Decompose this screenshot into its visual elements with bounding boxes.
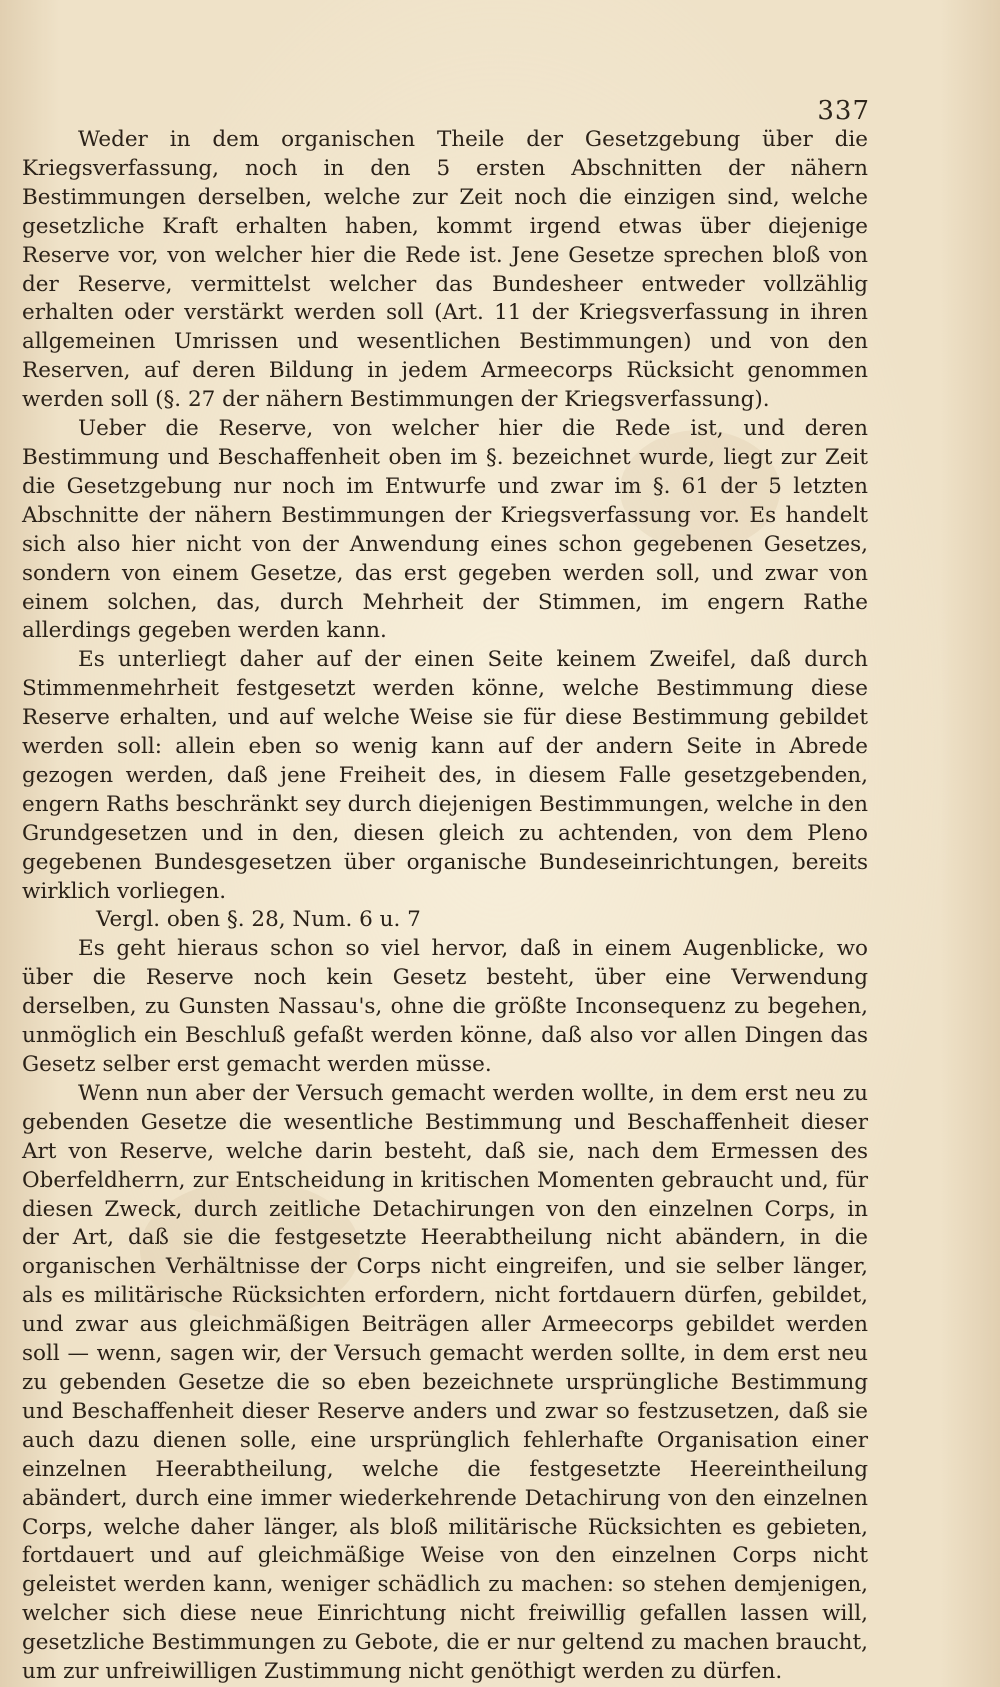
paragraph: Es geht hieraus schon so viel hervor, daß in einem Augenblicke, wo über die Reserve noch kein Gesetz besteht, über eine Verwendung derselben, zu Gunsten Nassau's, ohne die größte Inconsequenz zu begehen, unmöglich ein Beschluß gefaßt werden könne, daß also vor allen Dingen das Gesetz selber erst gemacht werden müsse. xyxy=(22,936,868,1077)
paragraph: Ueber die Reserve, von welcher hier die Rede ist, und deren Bestimmung und Beschaffenheit oben im §. bezeichnet wurde, liegt zur Zeit die Gesetzgebung nur noch im Entwurfe und zwar im §. 61 der 5 letzten Abschnitte der nähern Bestimmungen der Kriegsverfassung vor. Es handelt sich also hier nicht von der Anwendung eines schon gegebenen Gesetzes, sondern von einem Gesetze, das erst gegeben werden soll, und zwar von einem solchen, das, durch Mehrheit der Stimmen, im engern Rathe allerdings gegeben werden kann. xyxy=(22,416,868,644)
paragraph: Wenn nun aber der Versuch gemacht werden wollte, in dem erst neu zu gebenden Gesetze die wesentliche Bestimmung und Beschaffenheit dieser Art von Reserve, welche darin besteht, daß sie, nach dem Ermessen des Oberfeldherrn, zur Entscheidung in kritischen Momenten gebraucht und, für diesen Zweck, durch zeitliche Detachirungen von den einzelnen Corps, in der Art, daß sie die festgesetzte Heerabtheilung nicht abändern, in die organischen Verhältnisse der Corps nicht eingreifen, und sie selber länger, als es militärische Rücksichten erfordern, nicht fortdauern dürfen, gebildet, und zwar aus gleichmäßigen Beiträgen aller Armeecorps gebildet werden soll — wenn, sagen wir, der Versuch gemacht werden sollte, in dem erst neu zu gebenden Gesetze die so eben bezeichnete ursprüngliche Bestimmung und Beschaffenheit dieser Reserve anders und zwar so festzusetzen, daß sie auch dazu dienen solle, eine ursprünglich fehlerhafte Organisation einer einzelnen Heerabtheilung, welche die festgesetzte Heereintheilung abändert, durch eine immer wiederkehrende Detachirung von den einzelnen Corps, welche daher länger, als bloß militärische Rücksichten es gebieten, fortdauert und auf gleichmäßige Weise von den einzelnen Corps nicht geleistet werden kann, weniger schädlich zu machen: so stehen demjenigen, welcher sich diese neue Einrichtung nicht freiwillig gefallen lassen will, gesetzliche Bestimmungen zu Gebote, die er nur geltend zu machen braucht, um zur unfreiwilligen Zustimmung nicht genöthigt werden zu dürfen. xyxy=(22,1080,868,1685)
paragraph: Es unterliegt daher auf der einen Seite keinem Zweifel, daß durch Stimmenmehrheit festgesetzt werden könne, welche Bestimmung diese Reserve erhalten, und auf welche Weise sie für diese Bestimmung gebildet werden soll: allein eben so wenig kann auf der andern Seite in Abrede gezogen werden, daß jene Freiheit des, in diesem Falle gesetzgebenden, engern Raths beschränkt sey durch diejenigen Bestimmungen, welche in den Grundgesetzen und in den, diesen gleich zu achtenden, von dem Pleno gegebenen Bundesgesetzen über organische Bundeseinrichtungen, bereits wirklich vorliegen. xyxy=(22,647,868,904)
cross-reference: Vergl. oben §. 28, Num. 6 u. 7 xyxy=(96,907,421,933)
page-number: 337 xyxy=(817,96,870,126)
paragraph: Weder in dem organischen Theile der Gesetzgebung über die Kriegsverfassung, noch in den 5 ersten Abschnitten der nähern Bestimmungen derselben, welche zur Zeit noch die einzigen sind, welche gesetzliche Kraft erhalten haben, kommt irgend etwas über diejenige Reserve vor, von welcher hier die Rede ist. Jene Gesetze sprechen bloß von der Reserve, vermittelst welcher das Bundesheer entweder vollzählig erhalten oder verstärkt werden soll (Art. 11 der Kriegsverfassung in ihren allgemeinen Umrissen und wesentlichen Bestimmungen) und von den Reserven, auf deren Bildung in jedem Armeecorps Rücksicht genommen werden soll (§. 27 der nähern Bestimmungen der Kriegsverfassung). xyxy=(22,127,868,413)
body-text xyxy=(22,126,868,1687)
